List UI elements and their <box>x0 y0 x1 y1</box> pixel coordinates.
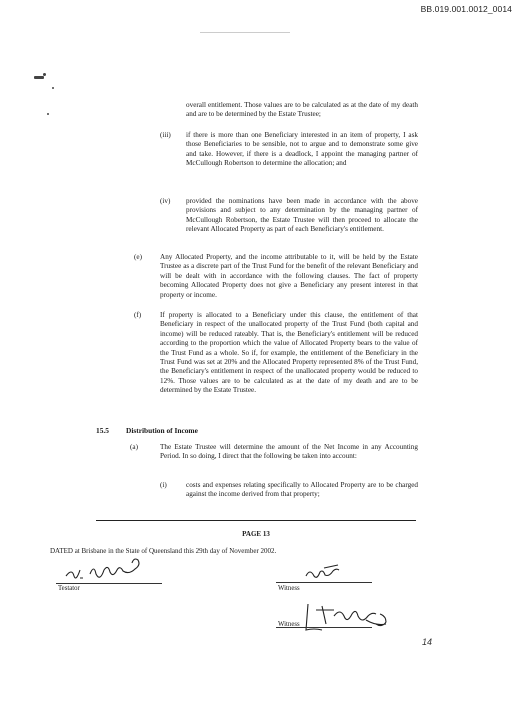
testator-signature <box>60 562 180 584</box>
handwritten-page-number: 14 <box>422 637 433 647</box>
clause-f-label: (f) <box>134 311 142 319</box>
dated-line: DATED at Brisbane in the State of Queensland this 29th day of November 2002. <box>50 547 277 555</box>
clause-a-label: (a) <box>130 443 138 451</box>
clause-i-text: costs and expenses relating specifically to Allocated Property are to be charged against the income derived from that property; <box>186 481 418 499</box>
scan-mark <box>34 76 44 79</box>
clause-continuation: overall entitlement. Those values are to be calculated as at the date of my death and are to be determined by the Estate Trustee; <box>186 101 418 119</box>
clause-e-text: Any Allocated Property, and the income attributable to it, will be held by the Estate Trustee as a discrete part of the Trust Fund for the benefit of the relevant Beneficiary and will be dealt with in accordance with the following clauses. The fact of property becoming Allocated Property does not give a Beneficiary any present interest in that property or income. <box>160 253 418 299</box>
witness1-signature <box>302 562 362 582</box>
page-label: PAGE 13 <box>242 530 270 538</box>
document-id: BB.019.001.0012_0014 <box>420 4 512 14</box>
section-title: Distribution of Income <box>126 426 198 435</box>
clause-a-text: The Estate Trustee will determine the amount of the Net Income in any Accounting Period. In so doing, I direct that the following be taken into account: <box>160 443 418 461</box>
scan-mark <box>47 113 49 115</box>
scan-mark <box>52 87 54 89</box>
clause-iii-label: (iii) <box>160 131 171 139</box>
witness1-line <box>276 582 372 583</box>
footer-rule <box>96 520 416 521</box>
testator-line <box>56 583 162 584</box>
clause-iv-text: provided the nominations have been made in accordance with the above provisions and subject to any determination by the managing partner of McCullough Robertson, the Estate Trustee will then proceed to allocate the relevant Allocated Property as part of each Beneficiary's entitlement. <box>186 197 418 234</box>
section-number: 15.5 <box>96 426 109 435</box>
scan-artifact <box>200 32 290 33</box>
clause-iv-label: (iv) <box>160 197 171 205</box>
clause-i-label: (i) <box>160 481 167 489</box>
clause-iii-text: if there is more than one Beneficiary interested in an item of property, I ask those Beneficiaries to be sensible, not to argue and to demonstrate some give and take. However, if there is a deadlock, I appoint the managing partner of McCullough Robertson to determine the allocation; and <box>186 131 418 168</box>
clause-f-text: If property is allocated to a Beneficiary under this clause, the entitlement of that Beneficiary in respect of the unallocated property of the Trust Fund (both capital and income) will be reduced rateably. That is, the Beneficiary's entitlement will be reduced according to the proportion which the value of Allocated Property bears to the value of the Trust Fund as a whole. So if, for example, the entitlement of the Beneficiary in the Trust Fund was set at 20% and the Allocated Property represented 8% of the Trust Fund, the Beneficiary's entitlement in respect of the unallocated property would be reduced to 12%. Those values are to be calculated as at the date of my death and are to be determined by the Estate Trustee. <box>160 311 418 395</box>
witness1-label: Witness <box>278 585 300 592</box>
witness2-signature <box>296 600 406 636</box>
clause-e-label: (e) <box>134 253 142 261</box>
witness2-label: Witness <box>278 621 300 628</box>
testator-label: Testator <box>58 585 80 592</box>
scan-mark <box>43 73 46 76</box>
